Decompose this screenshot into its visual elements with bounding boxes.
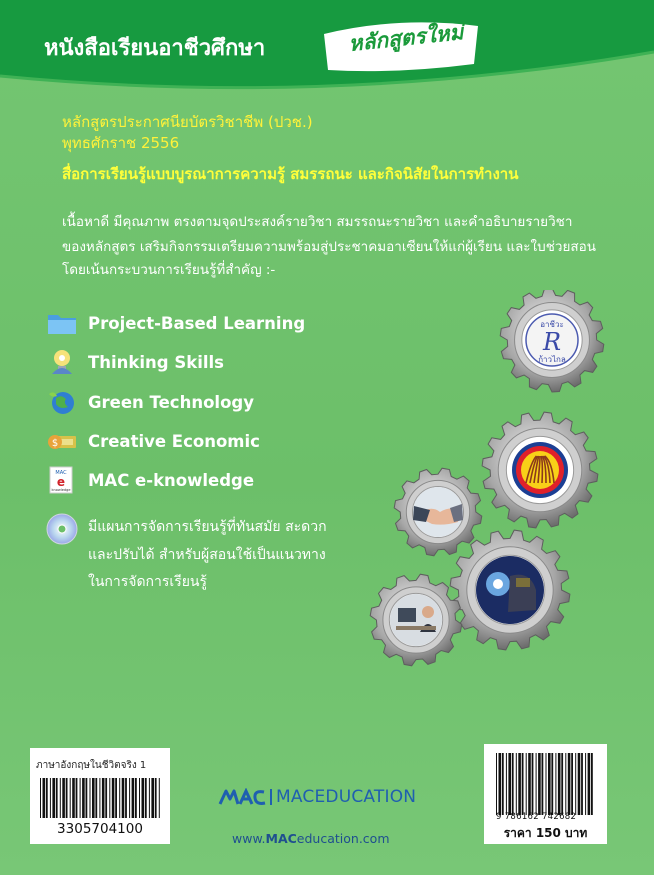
book-barcode <box>38 778 164 818</box>
publisher-url[interactable] <box>232 831 390 846</box>
knowledge-icon-text: knowledge <box>51 488 71 492</box>
mac-e-knowledge-icon <box>46 466 78 494</box>
globe-plant-icon <box>46 388 78 416</box>
feature-label: Green Technology <box>88 392 254 412</box>
publisher-logo <box>218 786 416 808</box>
gear-arc-top: อาชีวะ <box>540 320 564 329</box>
gear-asean <box>482 412 598 528</box>
gear-office <box>370 574 462 666</box>
description-line-3: โดยเน้นกระบวนการเรียนรู้ที่สำคัญ :- <box>62 262 276 278</box>
idea-head-icon <box>46 348 78 376</box>
feature-item-thinking-skills <box>46 348 224 376</box>
gear-emblem-letter: R <box>542 328 562 356</box>
feature-label: Project-Based Learning <box>88 313 306 333</box>
logo-divider <box>270 789 272 805</box>
url-brand: MAC <box>265 831 297 846</box>
feature-item-creative-economic <box>46 427 260 455</box>
gear-welder <box>450 530 570 650</box>
e-icon-text: e <box>56 475 66 489</box>
description-line-2: ของหลักสูตร เสริมกิจกรรมเตรียมความพร้อมสู่ประชาคมอาเซียนให้แก่ผู้เรียน และใบช่วยสอน <box>62 239 596 255</box>
badge-text: หลักสูตรใหม่ <box>347 20 465 56</box>
folder-icon <box>46 309 78 337</box>
publisher-wordmark: MACEDUCATION <box>276 787 417 807</box>
gear-top <box>500 290 604 392</box>
feature-label: Thinking Skills <box>88 352 224 372</box>
cd-note-line-1: มีแผนการจัดการเรียนรู้ที่ทันสมัย สะดวก <box>88 519 327 535</box>
feature-item-green-technology <box>46 388 254 416</box>
url-suffix: education.com <box>296 831 390 846</box>
cd-note-line-3: ในการจัดการเรียนรู้ <box>88 574 208 590</box>
gears-illustration <box>340 290 654 670</box>
money-icon <box>46 427 78 455</box>
gear-handshake <box>394 468 482 556</box>
isbn-digits: 9 786162 742682 <box>496 812 577 822</box>
mac-logo-mark <box>218 788 268 806</box>
feature-item-project-based-learning <box>46 309 305 337</box>
series-title: หนังสือเรียนอาชีวศึกษา <box>44 36 266 61</box>
mac-icon-text: MAC <box>55 470 67 476</box>
isbn-box <box>484 744 607 844</box>
feature-label: MAC e-knowledge <box>88 470 255 490</box>
headline: สื่อการเรียนรู้แบบบูรณาการความรู้ สมรรถนะ และกิจนิสัยในการทำงาน <box>62 165 519 183</box>
cd-icon <box>46 513 78 545</box>
feature-item-mac-e-knowledge <box>46 466 254 494</box>
curriculum-line-1: หลักสูตรประกาศนียบัตรวิชาชีพ (ปวช.) <box>62 113 313 131</box>
book-title: ภาษาอังกฤษในชีวิตจริง 1 <box>36 760 147 771</box>
url-prefix: www. <box>232 831 266 846</box>
price-label: ราคา 150 บาท <box>503 826 588 840</box>
cd-note-line-2: และปรับได้ สำหรับผู้สอนใช้เป็นแนวทาง <box>88 547 326 563</box>
description-line-1: เนื้อหาดี มีคุณภาพ ตรงตามจุดประสงค์รายวิชา สมรรถนะรายวิชา และคำอธิบายรายวิชา <box>62 214 573 230</box>
gear-arc-bottom: ก้าวไกล <box>538 355 566 364</box>
curriculum-line-2: พุทธศักราช 2556 <box>62 134 180 152</box>
feature-label: Creative Economic <box>88 431 260 451</box>
isbn-barcode <box>494 750 598 818</box>
svg-text:$: $ <box>51 438 59 449</box>
book-code-box <box>30 748 170 844</box>
book-code-number: 3305704100 <box>57 821 143 837</box>
